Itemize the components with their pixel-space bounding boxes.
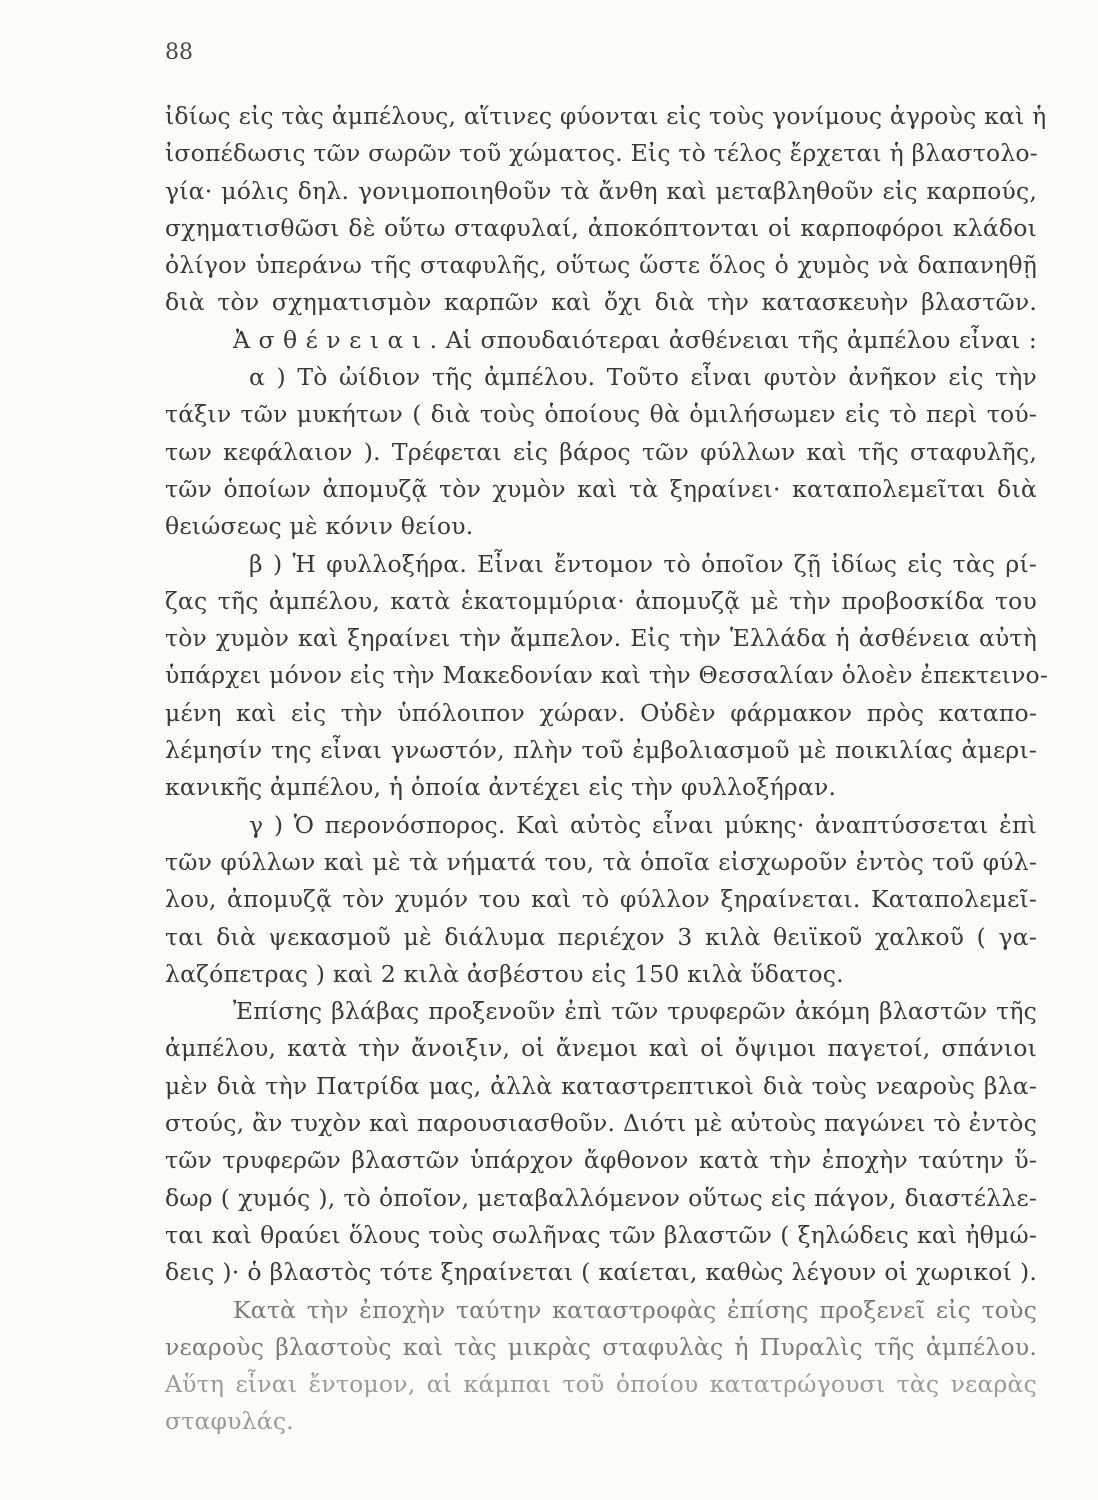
text-line: α ) Τὸ ὠίδιον τῆς ἀμπέλου. Τοῦτο εἶναι φυτὸν ἀνῆκον εἰς τὴν bbox=[249, 363, 1037, 392]
text-line: ὀλίγον ὑπεράνω τῆς σταφυλῆς, οὕτως ὥστε ὅλος ὁ χυμὸς νὰ δαπανηθῇ bbox=[165, 251, 1037, 280]
text-line: ζας τῆς ἀμπέλου, κατὰ ἑκατομμύρια· ἀπομυζᾷ μὲ τὴν προβοσκίδα του bbox=[165, 586, 1037, 615]
text-line: β ) Ἡ φυλλοξήρα. Εἶναι ἔντομον τὸ ὁποῖον ζῇ ἰδίως εἰς τὰς ρί- bbox=[249, 549, 1037, 578]
text-line: δωρ ( χυμός ), τὸ ὁποῖον, μεταβαλλόμενον οὕτως εἰς πάγον, διαστέλλε- bbox=[165, 1183, 1037, 1212]
text-line: ται καὶ θραύει ὅλους τοὺς σωλῆνας τῶν βλαστῶν ( ξηλώδεις καὶ ἠθμώ- bbox=[165, 1220, 1037, 1249]
text-line: Αὕτη εἶναι ἔντομον, αἱ κάμπαι τοῦ ὁποίου κατατρώγουσι τὰς νεαρὰς bbox=[165, 1370, 1037, 1399]
text-line: ἀμπέλου, κατὰ τὴν ἄνοιξιν, οἱ ἄνεμοι καὶ οἱ ὄψιμοι παγετοί, σπάνιοι bbox=[165, 1034, 1037, 1063]
text-line: γ ) Ὁ περονόσπορος. Καὶ αὐτὸς εἶναι μύκης· ἀναπτύσσεται ἐπὶ bbox=[249, 810, 1037, 839]
text-line: ἰσοπέδωσις τῶν σωρῶν τοῦ χώματος. Εἰς τὸ τέλος ἔρχεται ἡ βλαστολο- bbox=[165, 139, 1038, 168]
section-heading-line: Ἀ σ θ έ ν ε ι α ι . Αἱ σπουδαιότεραι ἀσθένειαι τῆς ἀμπέλου εἶναι : bbox=[233, 325, 1037, 354]
text-line: τῶν φύλλων καὶ μὲ τὰ νήματά του, τὰ ὁποῖα εἰσχωροῦν ἐντὸς τοῦ φύλ- bbox=[165, 847, 1037, 876]
text-line: δεις )· ὁ βλαστὸς τότε ξηραίνεται ( καίεται, καθὼς λέγουν οἱ χωρικοί ). bbox=[165, 1258, 1037, 1287]
text-line: διὰ τὸν σχηματισμὸν καρπῶν καὶ ὄχι διὰ τὴν κατασκευὴν βλαστῶν. bbox=[165, 288, 1037, 317]
text-line: λαζόπετρας ) καὶ 2 κιλὰ ἀσβέστου εἰς 150 κιλὰ ὕδατος. bbox=[165, 959, 844, 988]
text-line: τῶν ὁποίων ἀπομυζᾷ τὸν χυμὸν καὶ τὰ ξηραίνει· καταπολεμεῖται διὰ bbox=[165, 474, 1037, 503]
text-line: γία· μόλις δηλ. γονιμοποιηθοῦν τὰ ἄνθη καὶ μεταβληθοῦν εἰς καρπούς, bbox=[165, 176, 1037, 205]
text-line: τάξιν τῶν μυκήτων ( διὰ τοὺς ὁποίους θὰ ὁμιλήσωμεν εἰς τὸ περὶ τού- bbox=[165, 400, 1037, 429]
text-line: τῶν τρυφερῶν βλαστῶν ὑπάρχον ἄφθονον κατὰ τὴν ἐποχὴν ταύτην ὕ- bbox=[165, 1146, 1037, 1175]
text-line: Κατὰ τὴν ἐποχὴν ταύτην καταστροφὰς ἐπίσης προξενεῖ εἰς τοὺς bbox=[233, 1295, 1037, 1324]
text-line: μένη καὶ εἰς τὴν ὑπόλοιπον χώραν. Οὐδὲν φάρμακον πρὸς καταπο- bbox=[165, 698, 1037, 727]
text-line: κανικῆς ἀμπέλου, ἡ ὁποία ἀντέχει εἰς τὴν φυλλοξήραν. bbox=[165, 773, 837, 802]
text-line: στούς, ἂν τυχὸν καὶ παρουσιασθοῦν. Διότι μὲ αὐτοὺς παγώνει τὸ ἐντὸς bbox=[165, 1109, 1037, 1138]
text-line: μὲν διὰ τὴν Πατρίδα μας, ἀλλὰ καταστρεπτικοὶ διὰ τοὺς νεαροὺς βλα- bbox=[165, 1071, 1037, 1100]
text-line: ται διὰ ψεκασμοῦ μὲ διάλυμα περιέχον 3 κιλὰ θειϊκοῦ χαλκοῦ ( γα- bbox=[165, 922, 1037, 951]
text-line: ὑπάρχει μόνον εἰς τὴν Μακεδονίαν καὶ τὴν Θεσσαλίαν ὁλοὲν ἐπεκτεινο- bbox=[165, 661, 1049, 690]
text-line: των κεφάλαιον ). Τρέφεται εἰς βάρος τῶν φύλλων καὶ τῆς σταφυλῆς, bbox=[165, 437, 1037, 466]
text-line: λέμησίν της εἶναι γνωστόν, πλὴν τοῦ ἐμβολιασμοῦ μὲ ποικιλίας ἀμερι- bbox=[165, 736, 1037, 765]
text-line: νεαροὺς βλαστοὺς καὶ τὰς μικρὰς σταφυλὰς ἡ Πυραλὶς τῆς ἀμπέλου. bbox=[165, 1332, 1037, 1361]
text-line: Ἐπίσης βλάβας προξενοῦν ἐπὶ τῶν τρυφερῶν ἀκόμη βλαστῶν τῆς bbox=[233, 997, 1037, 1026]
text-line: θειώσεως μὲ κόνιν θείου. bbox=[165, 512, 474, 541]
body-text bbox=[165, 98, 1049, 1441]
text-line: ἰδίως εἰς τὰς ἀμπέλους, αἵτινες φύονται εἰς τοὺς γονίμους ἀγροὺς καὶ ἡ bbox=[165, 102, 1047, 130]
text-line: τὸν χυμὸν καὶ ξηραίνει τὴν ἄμπελον. Εἰς τὴν Ἑλλάδα ἡ ἀσθένεια αὐτὴ bbox=[165, 624, 1037, 653]
text-line: λου, ἀπομυζᾷ τὸν χυμόν του καὶ τὸ φύλλον ξηραίνεται. Καταπολεμεῖ- bbox=[165, 885, 1037, 914]
text-line: σταφυλάς. bbox=[165, 1407, 294, 1436]
page-number: 88 bbox=[165, 40, 193, 65]
text-line: σχηματισθῶσι δὲ οὕτω σταφυλαί, ἀποκόπτονται οἱ καρποφόροι κλάδοι bbox=[165, 213, 1037, 242]
